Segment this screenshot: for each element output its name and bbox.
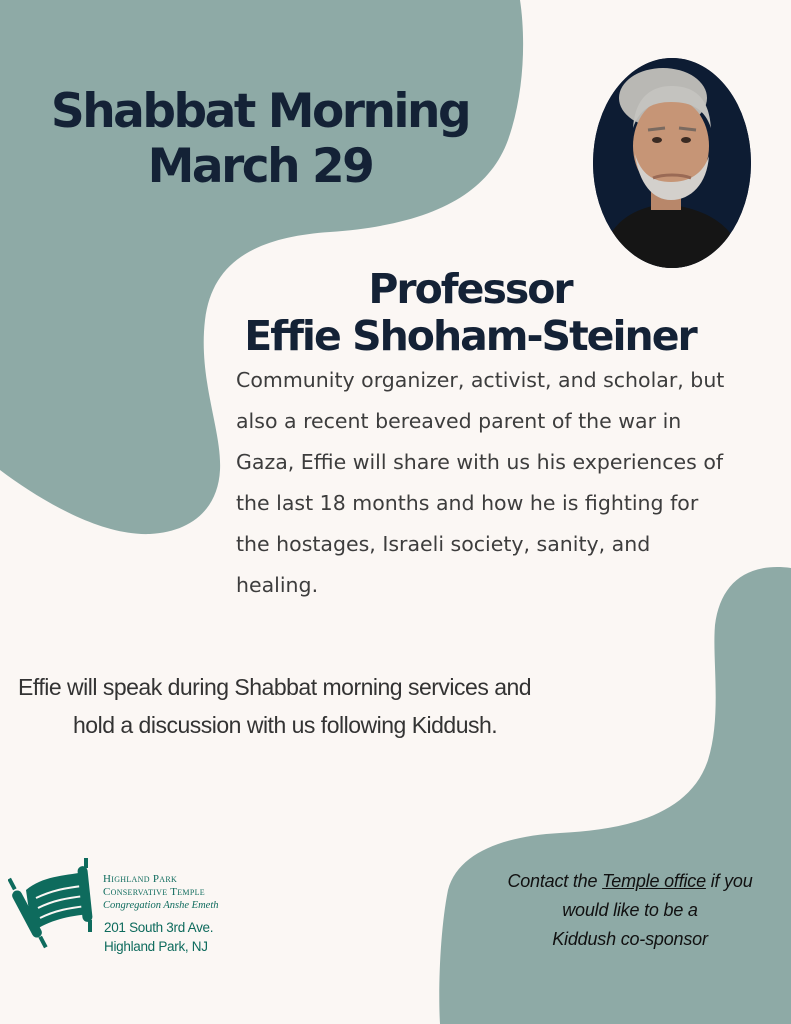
speaker-title: Professor <box>368 265 572 313</box>
bottom-right-blob <box>439 567 791 1024</box>
org-name-line2: Conservative Temple <box>103 886 205 898</box>
org-subtitle: Congregation Anshe Emeth <box>103 900 219 911</box>
speaker-photo <box>593 58 751 268</box>
address-line2: Highland Park, NJ <box>104 939 208 954</box>
page-title: Shabbat Morning <box>50 84 470 139</box>
org-name-line1: Highland Park <box>103 873 178 885</box>
speaker-bio: Community organizer, activist, and scholar, but also a recent bereaved parent of the war in Gaza, Effie will share with us his experiences of the last 18 months and how he is fighting for the hostages, Israeli society, sanity, and healing. <box>236 368 725 597</box>
temple-office-link[interactable]: Temple office <box>602 871 706 891</box>
contact-line1 <box>470 867 790 896</box>
event-description-line1: Effie will speak during Shabbat morning services and <box>18 674 532 700</box>
torah-scroll-icon <box>8 858 100 950</box>
event-description-line2: hold a discussion with us following Kiddush. <box>73 712 498 738</box>
contact-line3: Kiddush co-sponsor <box>552 929 708 949</box>
contact-suffix: if you <box>710 871 753 891</box>
speaker-portrait-icon <box>593 58 751 268</box>
speaker-name: Effie Shoham-Steiner <box>244 312 696 360</box>
contact-prefix: Contact the <box>507 871 598 891</box>
contact-line2: would like to be a <box>562 900 698 920</box>
address-line1: 201 South 3rd Ave. <box>104 920 214 935</box>
event-date: March 29 <box>147 139 373 194</box>
